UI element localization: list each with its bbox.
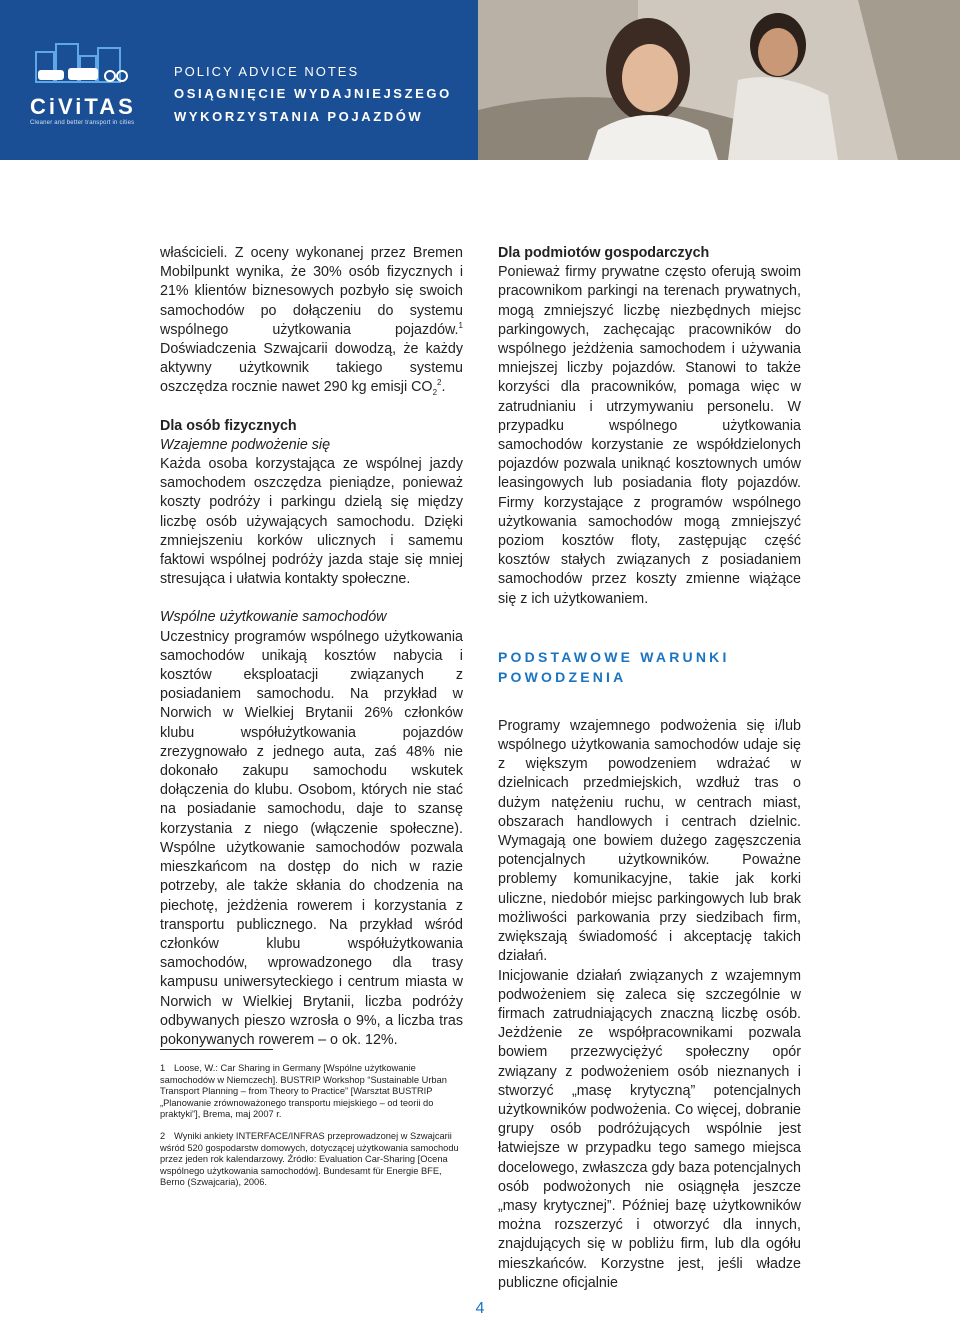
heading-individuals: Dla osób fizycznych (160, 417, 297, 434)
header-title-block (174, 64, 452, 124)
logo-wordmark: CiViTAS (30, 94, 136, 119)
left-column (160, 244, 463, 1050)
subheading-carsharing: Wspólne użytkowanie samochodów (160, 609, 387, 626)
paragraph-carpooling: Każda osoba korzystająca ze wspólnej jazdy samochodem oszczędza pieniądze, ponieważ koszty podróży i parkingu dzielą się między liczbę osób używających samochodu. Dzięki zmniejszeniu korków ulicznych i samemu faktowi wspólnej podróży jazda staje się mniej stresująca i ułatwia kontakty społeczne. (160, 456, 463, 588)
footnote-text: Wyniki ankiety INTERFACE/INFRAS przeprowadzonej w Szwajcarii wśród 520 gospodarstw domowych, dotyczącej użytkowania samochodu przez jeden rok kalendarzowy. Źródło: Evaluation Car-Sharing [Ocena wspólnego użytkowania samochodów]. Bundesamt für Energie BFE, Berno (Szwajcaria), 2006. (160, 1130, 459, 1188)
page-number: 4 (475, 1300, 485, 1317)
intro-paragraph (160, 244, 463, 398)
footnote-2 (160, 1131, 463, 1189)
paragraph-conditions: Programy wzajemnego podwożenia się i/lub wspólnego użytkowania samochodów udaje się z większym powodzeniem wdrażać w dzielnicach przedmiejskich, wzdłuż tras o dużym natężeniu ruchu, w centrach miast, obszarach handlowych i centrach dzielnic. Wymagają one bowiem dużego zagęszczenia potencjalnych użytkowników. Poważne problemy komunikacyjne, takie jak korki uliczne, niedobór miejsc parkingowych lub brak możliwości parkowania przy siedzibach firm, zwiększają świadomość i akceptację takich działań. (498, 717, 801, 965)
footnote-ref-1: 1 (458, 321, 463, 331)
logo-tagline: Cleaner and better transport in cities (30, 120, 135, 126)
footnote-1 (160, 1063, 463, 1121)
intro-end: . (441, 379, 446, 396)
footnotes (160, 1063, 463, 1199)
footnote-number: 1 (160, 1063, 166, 1073)
people-in-car-photo (478, 0, 960, 160)
document-title-line-1: OSIĄGNIĘCIE WYDAJNIEJSZEGO (174, 86, 452, 101)
series-label: POLICY ADVICE NOTES (174, 64, 360, 79)
paragraph-businesses: Ponieważ firmy prywatne często oferują swoim pracownikom parkingi na terenach prywatnych, mogą zmniejszyć liczbę niezbędnych miejsc parkingowych, zachęcając pracowników do wspólnego jeżdżenia samochodem i używania mniejszej liczby pojazdów. Stanowi to także korzyści dla pracowników, pomaga więc w zatrudnianiu i utrzymywaniu personelu. W przypadku wspólnego użytkowania samochodów korzystanie ze współdzielonych pojazdów pozwala uniknąć kosztownych umów leasingowych lub posiadania floty pojazdów. Firmy korzystające z programów wspólnego użytkowania samochodów mogą zmniejszyć poziom kosztów floty, zastępując część kosztów stałych związanych z posiadaniem samochodów przez koszty zmienne wiążące się z ich użytkowaniem. (498, 264, 801, 607)
intro-text: właścicieli. Z oceny wykonanej przez Bremen Mobilpunkt wynika, że 30% osób fizycznych i 21% klientów biznesowych pozbyło się swoich samochodów po dołączeniu do systemu wspólnego użytkowania pojazdów. (160, 245, 463, 338)
city-skyline-logo-icon (26, 40, 136, 90)
footnote-number: 2 (160, 1130, 166, 1141)
section-title (498, 647, 801, 687)
paragraph-carsharing: Uczestnicy programów wspólnego użytkowania samochodów unikają kosztów nabycia i kosztów eksploatacji związanych z posiadaniem samochodu. Na przykład w Norwich w Wielkiej Brytanii 26% członków klubu współużytkowania pojazdów zrezygnowało z jednego auta, zaś 48% nie dokonało zakupu samochodu wskutek dołączenia do klubu. Osobom, których nie stać na posiadanie samochodu, daje to szansę korzystania z niego (włączenie społeczne). Wspólne użytkowanie samochodów pozwala mieszkańcom na dostęp do nich w razie potrzeby, ale także skłania do chodzenia na piechotę, jeżdżenia rowerem i korzystania z transportu publicznego. Na przykład wśród członków klubu współużytkowania samochodów, wprowadzonego dla trasy kampusu uniwersyteckiego i centrum miasta w Norwich w Wielkiej Brytanii, liczba podróży odbywanych pieszo wzrosła o 9%, a liczba tras pokonywanych rowerem – o ok. 12%. (160, 628, 463, 1048)
footnote-divider (160, 1049, 273, 1050)
logo-panel (0, 0, 160, 160)
right-column (498, 244, 801, 1293)
footnote-text: Loose, W.: Car Sharing in Germany [Wspólne użytkowanie samochodów w Niemczech]. BUSTRIP Workshop “Sustainable Urban Transport Planning – from Theory to Practice” [Warsztat BUSTRIP „Planowanie zrównoważonego transportu miejskiego – od teorii do praktyki”], Brema, maj 2007 r. (160, 1063, 447, 1120)
co2-subscript: 2 (432, 388, 438, 398)
footnote-ref-2: 2 (437, 378, 442, 388)
section-title-line-1: PODSTAWOWE WARUNKI (498, 648, 730, 665)
section-title-line-2: POWODZENIA (498, 668, 627, 685)
intro-text-continued: Doświadczenia Szwajcarii dowodzą, że każdy aktywny użytkownik takiego systemu oszczędza rocznie nawet 290 kg emisji CO (160, 341, 463, 396)
paragraph-initiating: Inicjowanie działań związanych z wzajemnym podwożeniem się zaleca się szczególnie w firmach zatrudniających znaczną liczbę osób. Jeżdżenie ze współpracownikami pozwala bowiem przezwyciężyć społeczny opór związany z podwożeniem osób nieznanych i stworzyć „masę krytyczną” potencjalnych użytkowników podwożenia. Co więcej, dobranie grupy osób podróżujących wspólnie jest łatwiejsze w przypadku tego samego miejsca docelowego, zwłaszcza gdy baza potencjalnych osób podwożonych nie osiągnęła jeszcze „masy krytycznej”. Później bazę użytkowników można rozszerzyć i otworzyć dla innych, znajdujących się w pobliżu firm, lub dla ogółu mieszkańców. Korzystne jest, jeśli władze publiczne oficjalnie (498, 967, 801, 1291)
subheading-carpooling: Wzajemne podwożenie się (160, 436, 331, 453)
header-photo (478, 0, 960, 160)
heading-businesses: Dla podmiotów gospodarczych (498, 245, 710, 261)
document-title-line-2: WYKORZYSTANIA POJAZDÓW (174, 109, 424, 124)
